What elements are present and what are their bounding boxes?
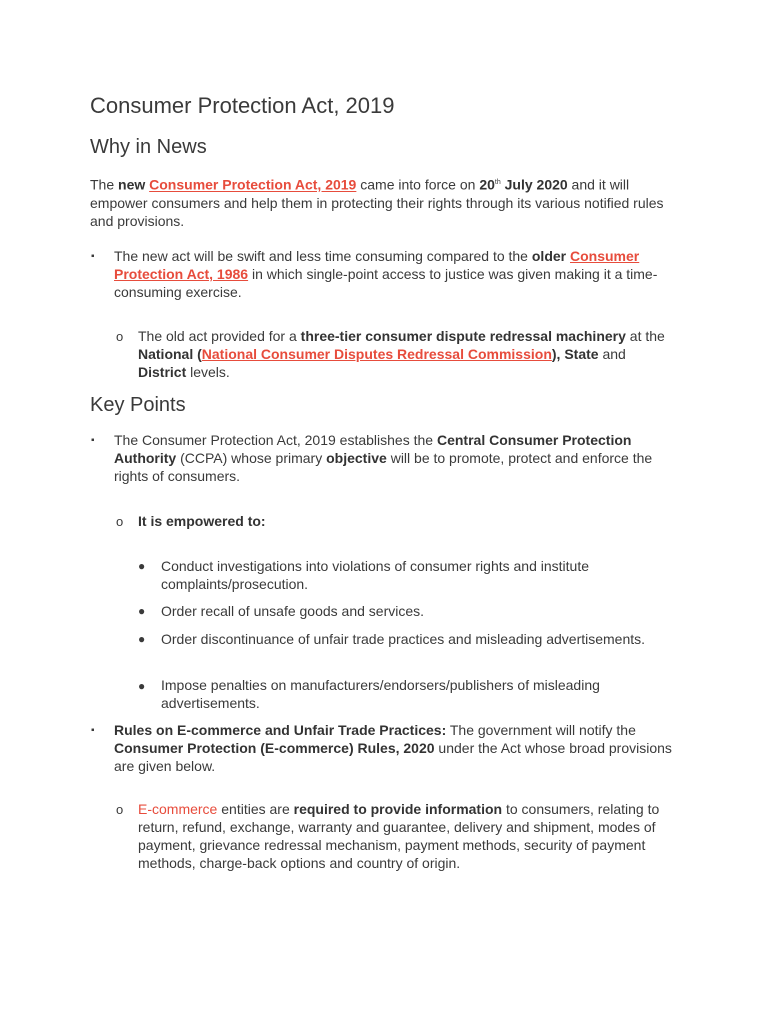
bold-run: It is empowered to: [138, 513, 266, 529]
text-run: in which single-point access to justice was given making it a time-consuming exercise. [114, 266, 658, 300]
list-item: Order discontinuance of unfair trade practices and misleading advertisements. [161, 631, 646, 647]
link-ncdrc[interactable]: National Consumer Disputes Redressal Commission [201, 346, 552, 362]
list-item [114, 721, 674, 775]
section-heading-key-points: Key Points [90, 394, 186, 416]
list-item [114, 247, 674, 301]
bold-run: National ( [138, 346, 202, 362]
text-run: came into force on [356, 176, 480, 193]
list-item: Conduct investigations into violations of consumer rights and institute complaints/prosecution. [161, 558, 590, 592]
dot-bullet: ● [138, 679, 146, 693]
bold-run: objective [326, 450, 387, 466]
bold-run: new [118, 176, 146, 193]
text-run: The [90, 176, 119, 193]
bold-run: ), State [551, 346, 599, 362]
bold-run: 20 [479, 176, 495, 193]
bold-run: Rules on E-commerce and Unfair Trade Practices: [114, 722, 447, 738]
text-run: entities are [217, 801, 294, 817]
bold-run: three-tier consumer dispute redressal machinery [300, 328, 626, 344]
document-title: Consumer Protection Act, 2019 [90, 93, 395, 118]
bold-run: District [138, 364, 187, 380]
bold-run: Consumer Protection (E-commerce) Rules, 2020 [114, 740, 435, 756]
section-heading-why-in-news: Why in News [90, 136, 207, 158]
dot-bullet: ● [138, 559, 146, 573]
list-item: Impose penalties on manufacturers/endorsers/publishers of misleading advertisements. [161, 677, 600, 711]
dot-bullet: ● [138, 632, 146, 646]
text-run: under the Act whose broad provisions are given below. [114, 740, 672, 774]
list-item: Order recall of unsafe goods and services. [161, 603, 425, 619]
text-run: levels. [186, 364, 230, 380]
text-run: The old act provided for a [138, 328, 301, 344]
list-item [114, 431, 674, 485]
square-bullet: ▪ [91, 251, 95, 262]
circle-bullet: o [116, 802, 124, 817]
text-run: The Consumer Protection Act, 2019 establishes the [114, 432, 437, 448]
list-item [138, 327, 668, 381]
square-bullet: ▪ [91, 725, 95, 736]
text-run: (CCPA) whose primary [176, 450, 327, 466]
list-item [138, 512, 668, 530]
bold-run: Central Consumer Protection Authority [114, 432, 632, 466]
link-consumer-protection-act-2019[interactable]: Consumer Protection Act, 2019 [149, 176, 357, 193]
bold-run: July 2020 [500, 176, 568, 193]
circle-bullet: o [116, 329, 124, 344]
text-run: and it will empower consumers and help them in protecting their rights through its various notified rules and provisions. [90, 176, 664, 229]
bold-run: older [531, 248, 567, 264]
square-bullet: ▪ [91, 435, 95, 446]
bold-run: required to provide information [293, 801, 503, 817]
circle-bullet: o [116, 514, 124, 529]
superscript: th [494, 179, 501, 186]
link-consumer-protection-act-1986[interactable]: Consumer Protection Act, 1986 [114, 248, 640, 282]
intro-paragraph [90, 174, 690, 230]
highlight-run: E-commerce [138, 801, 218, 817]
text-run: The government will notify the [446, 722, 636, 738]
list-item [138, 800, 668, 872]
text-run: to consumers, relating to return, refund, exchange, warranty and guarantee, delivery and shipment, modes of payment, grievance redressal mechanism, payment methods, security of payment methods, charge-back options and country of origin. [138, 801, 660, 871]
text-run: The new act will be swift and less time consuming compared to the [114, 248, 532, 264]
text-run: at the [625, 328, 665, 344]
text-run: will be to promote, protect and enforce the rights of consumers. [114, 450, 653, 484]
dot-bullet: ● [138, 604, 146, 618]
text-run: and [598, 346, 626, 362]
